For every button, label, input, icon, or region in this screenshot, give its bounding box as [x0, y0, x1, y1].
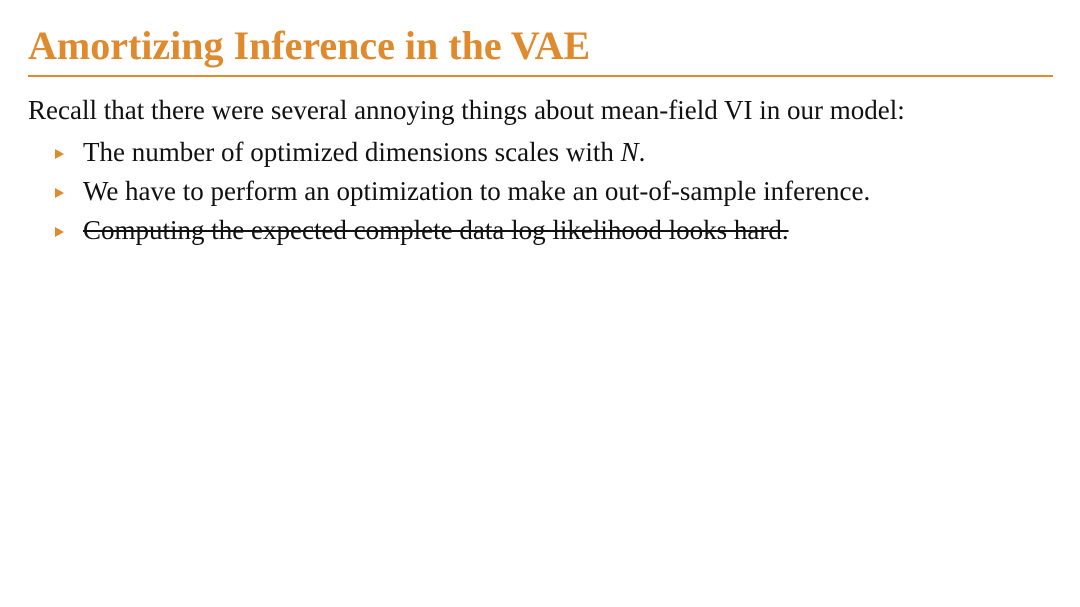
triangle-right-icon — [55, 188, 64, 198]
list-item — [55, 133, 870, 172]
title-divider — [28, 75, 1053, 77]
triangle-right-icon — [55, 227, 64, 237]
slide-title: Amortizing Inference in the VAE — [28, 23, 591, 68]
bullet-text — [83, 137, 645, 168]
bullet-text-struck: Computing the expected complete data log likelihood looks hard. — [83, 215, 789, 245]
list-item — [55, 211, 870, 250]
intro-text: Recall that there were several annoying things about mean-field VI in our model: — [28, 95, 905, 125]
bullet-list — [55, 133, 870, 250]
list-item — [55, 172, 870, 211]
bullet-text-after: . — [638, 137, 646, 167]
bullet-text-before: The number of optimized dimensions scales with — [83, 137, 621, 167]
bullet-text: We have to perform an optimization to make an out-of-sample inference. — [83, 176, 871, 206]
triangle-right-icon — [55, 149, 64, 159]
variable-n: N — [620, 137, 639, 167]
